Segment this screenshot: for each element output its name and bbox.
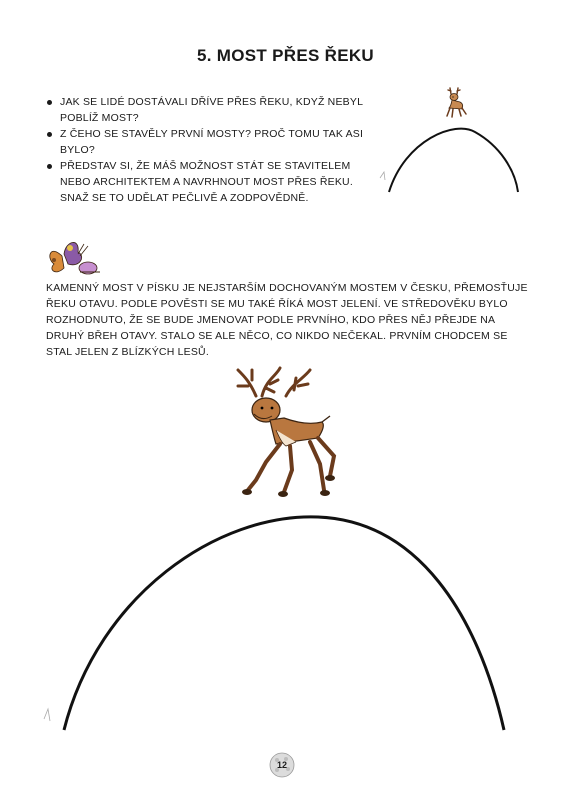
page-number-badge bbox=[269, 752, 295, 778]
butterfly-illustration bbox=[44, 234, 104, 278]
small-hill-arc bbox=[375, 120, 525, 195]
bullet-icon bbox=[47, 100, 52, 105]
question-list bbox=[46, 94, 380, 206]
legend-paragraph: KAMENNÝ MOST V PÍSKU JE NEJSTARŠÍM DOCHOVANÝM MOSTEM V ČESKU, PŘEMOSŤUJE ŘEKU OTAVU. PODLE POVĚSTI SE MU TAKÉ ŘÍKÁ MOST JELENÍ. VE STŘEDOVĚKU BYLO ROZHODNUTO, ŽE SE BUDE JMENOVAT PODLE PRVNÍHO, KDO PŘES NĚJ PŘEJDE NA DRUHÝ BŘEH OTAVY. STALO SE ALE NĚCO, CO NIKDO NEČEKAL. PRVNÍM CHODCEM SE STAL JELEN Z BLÍZKÝCH LESŮ. bbox=[46, 282, 528, 358]
bullet-icon bbox=[47, 164, 52, 169]
question-text: PŘEDSTAV SI, ŽE MÁŠ MOŽNOST STÁT SE STAVITELEM NEBO ARCHITEKTEM A NAVRHNOUT MOST PŘES ŘEKU. SNAŽ SE TO UDĚLAT PEČLIVĚ A ZODPOVĚDNĚ. bbox=[60, 160, 353, 204]
question-item bbox=[60, 94, 380, 126]
question-item bbox=[60, 158, 380, 206]
bullet-icon bbox=[47, 132, 52, 137]
large-hill-arc bbox=[38, 505, 528, 735]
question-text: JAK SE LIDÉ DOSTÁVALI DŘÍVE PŘES ŘEKU, KDYŽ NEBYL POBLÍŽ MOST? bbox=[60, 96, 363, 124]
page-number: 12 bbox=[276, 760, 287, 770]
question-text: Z ČEHO SE STAVĚLY PRVNÍ MOSTY? PROČ TOMU TAK ASI BYLO? bbox=[60, 128, 364, 156]
question-item bbox=[60, 126, 380, 158]
large-deer-illustration bbox=[226, 366, 346, 506]
page-title: 5. MOST PŘES ŘEKU bbox=[196, 46, 375, 65]
